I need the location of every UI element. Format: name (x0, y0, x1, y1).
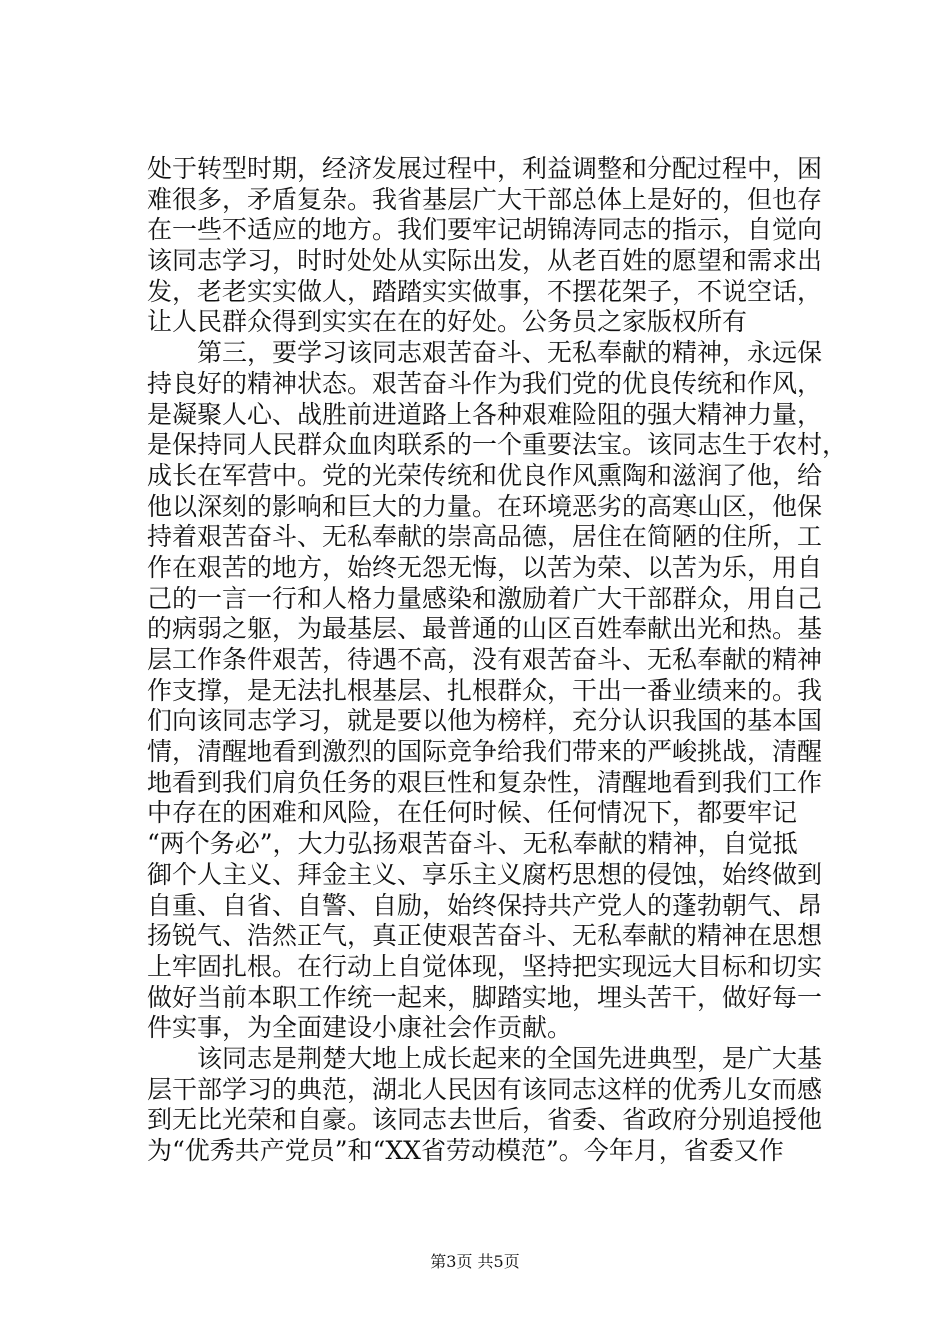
text-line: 做好当前本职工作统一起来，脚踏实地，埋头苦干，做好每一 (147, 982, 823, 1012)
text-line: 在一些不适应的地方。我们要牢记胡锦涛同志的指示，自觉向 (147, 215, 823, 245)
text-line: 扬锐气、浩然正气，真正使艰苦奋斗、无私奉献的精神在思想 (147, 921, 823, 951)
page-footer: 第3页 共5页 (430, 1252, 520, 1271)
text-line: 发，老老实实做人，踏踏实实做事，不摆花架子，不说空话， (147, 276, 823, 306)
text-line: 层工作条件艰苦，待遇不高，没有艰苦奋斗、无私奉献的精神 (147, 645, 823, 674)
text-line: 持良好的精神状态。艰苦奋斗作为我们党的优良传统和作风， (147, 368, 823, 398)
text-line: 中存在的困难和风险，在任何时候、任何情况下，都要牢记 (147, 798, 798, 828)
text-line: 到无比光荣和自豪。该同志去世后，省委、省政府分别追授他 (147, 1105, 823, 1135)
text-line: 层干部学习的典范，湖北人民因有该同志这样的优秀儿女而感 (147, 1074, 823, 1104)
text-line: 让人民群众得到实实在在的好处。公务员之家版权所有 (147, 307, 748, 337)
text-line: 持着艰苦奋斗、无私奉献的崇高品德，居住在简陋的住所，工 (147, 522, 823, 552)
text-line: 地看到我们肩负任务的艰巨性和复杂性，清醒地看到我们工作 (147, 767, 823, 797)
text-line: 情，清醒地看到激烈的国际竞争给我们带来的严峻挑战，清醒 (147, 737, 823, 767)
text-line: 们向该同志学习，就是要以他为榜样，充分认识我国的基本国 (147, 706, 823, 736)
text-line: 件实事，为全面建设小康社会作贡献。 (147, 1013, 573, 1043)
text-line: 己的一言一行和人格力量感染和激励着广大干部群众，用自己 (147, 583, 823, 613)
text-line: 他以深刻的影响和巨大的力量。在环境恶劣的高寒山区，他保 (147, 491, 823, 521)
text-line: 成长在军营中。党的光荣传统和优良作风熏陶和滋润了他，给 (147, 460, 823, 490)
text-line: 难很多，矛盾复杂。我省基层广大干部总体上是好的，但也存 (147, 184, 823, 214)
text-line: 作在艰苦的地方，始终无怨无悔，以苦为荣、以苦为乐，用自 (147, 552, 823, 582)
text-line: 为“优秀共产党员”和“XX省劳动模范”。今年月，省委又作 (147, 1136, 784, 1165)
text-line: 处于转型时期，经济发展过程中，利益调整和分配过程中，困 (147, 154, 823, 183)
text-line: 是保持同人民群众血肉联系的一个重要法宝。该同志生于农村， (147, 430, 848, 460)
body-text (147, 154, 848, 1167)
text-line: 上牢固扎根。在行动上自觉体现，坚持把实现远大目标和切实 (147, 951, 823, 981)
text-line: 自重、自省、自警、自励，始终保持共产党人的蓬勃朝气、昂 (147, 890, 823, 920)
text-line: “两个务必”，大力弘扬艰苦奋斗、无私奉献的精神，自觉抵 (147, 829, 798, 859)
text-line: 该同志学习，时时处处从实际出发，从老百姓的愿望和需求出 (147, 246, 823, 276)
text-line: 该同志是荆楚大地上成长起来的全国先进典型，是广大基 (147, 1043, 823, 1073)
text-line: 作支撑，是无法扎根基层、扎根群众，干出一番业绩来的。我 (147, 675, 823, 705)
text-line: 御个人主义、拜金主义、享乐主义腐朽思想的侵蚀，始终做到 (147, 859, 823, 889)
text-line: 第三，要学习该同志艰苦奋斗、无私奉献的精神，永远保 (147, 338, 823, 368)
text-line: 是凝聚人心、战胜前进道路上各种艰难险阻的强大精神力量， (147, 399, 823, 429)
text-line: 的病弱之躯，为最基层、最普通的山区百姓奉献出光和热。基 (147, 614, 823, 644)
